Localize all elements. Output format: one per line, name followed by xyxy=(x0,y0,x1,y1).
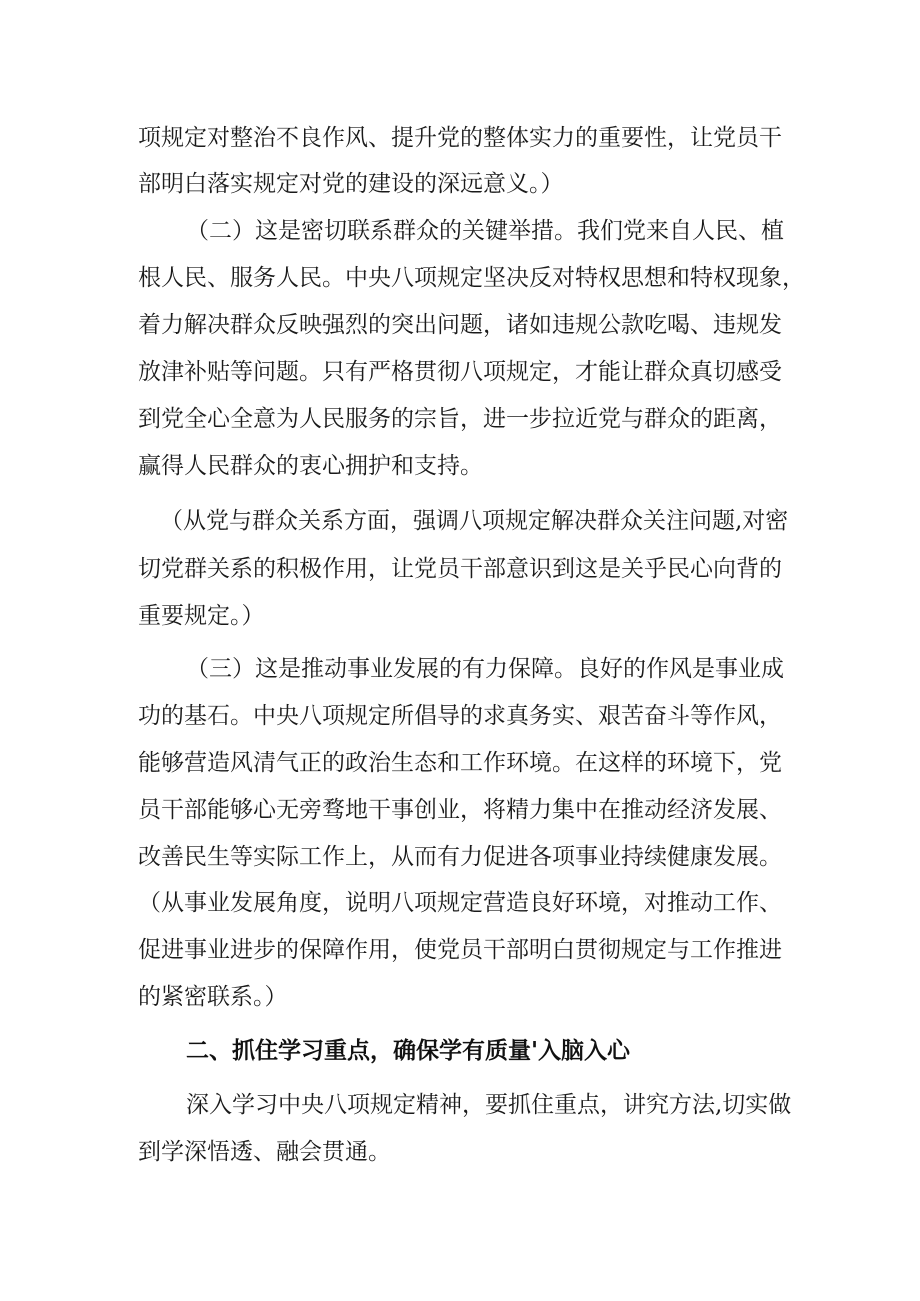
paragraph-line: 项规定对整治不良作风、提升党的整体实力的重要性，让党员干 xyxy=(138,125,782,151)
paragraph-line: 着力解决群众反映强烈的突出问题，诸如违规公款吃喝、违规发 xyxy=(138,312,782,338)
section-2-first-line: （二）这是密切联系群众的关键举措。我们党来自人民、植 xyxy=(186,218,784,244)
annotation-line: 重要规定。） xyxy=(138,603,265,629)
paragraph-line: 深入学习中央八项规定精神，要抓住重点，讲究方法,切实做 xyxy=(186,1092,792,1118)
paragraph-line: 员干部能够心无旁骛地干事创业，将精力集中在推动经济发展、 xyxy=(138,797,782,823)
section-3-first-line: （三）这是推动事业发展的有力保障。良好的作风是事业成 xyxy=(186,656,784,682)
paragraph-line: 能够营造风清气正的政治生态和工作环境。在这样的环境下，党 xyxy=(138,750,782,776)
annotation-line: 促进事业进步的保障作用，使党员干部明白贯彻规定与工作推进 xyxy=(138,937,782,963)
paragraph-line: 赢得人民群众的衷心拥护和支持。 xyxy=(138,453,483,479)
paragraph-line: 部明白落实规定对党的建设的深远意义。） xyxy=(138,171,564,197)
annotation-line: 的紧密联系。） xyxy=(138,984,288,1010)
paragraph-line: 改善民生等实际工作上，从而有力促进各项事业持续健康发展。 xyxy=(138,844,782,870)
paragraph-line: 根人民、服务人民。中央八项规定坚决反对特权思想和特权现象， xyxy=(138,265,805,291)
paragraph-line: 到学深悟透、融会贯通。 xyxy=(138,1139,391,1165)
paragraph-line: 放津补贴等问题。只有严格贯彻八项规定，才能让群众真切感受 xyxy=(138,359,782,385)
section-heading: 二、抓住学习重点，确保学有质量'入脑入心 xyxy=(186,1038,631,1064)
paragraph-line: 功的基石。中央八项规定所倡导的求真务实、艰苦奋斗等作风， xyxy=(138,703,782,729)
paragraph-line: 到党全心全意为人民服务的宗旨，进一步拉近党与群众的距离， xyxy=(138,406,782,432)
annotation-line: （从事业发展角度，说明八项规定营造良好环境，对推动工作、 xyxy=(138,890,782,916)
annotation-line: （从党与群众关系方面，强调八项规定解决群众关注问题,对密 xyxy=(160,508,789,534)
annotation-line: 切党群关系的积极作用，让党员干部意识到这是关乎民心向背的 xyxy=(138,556,782,582)
